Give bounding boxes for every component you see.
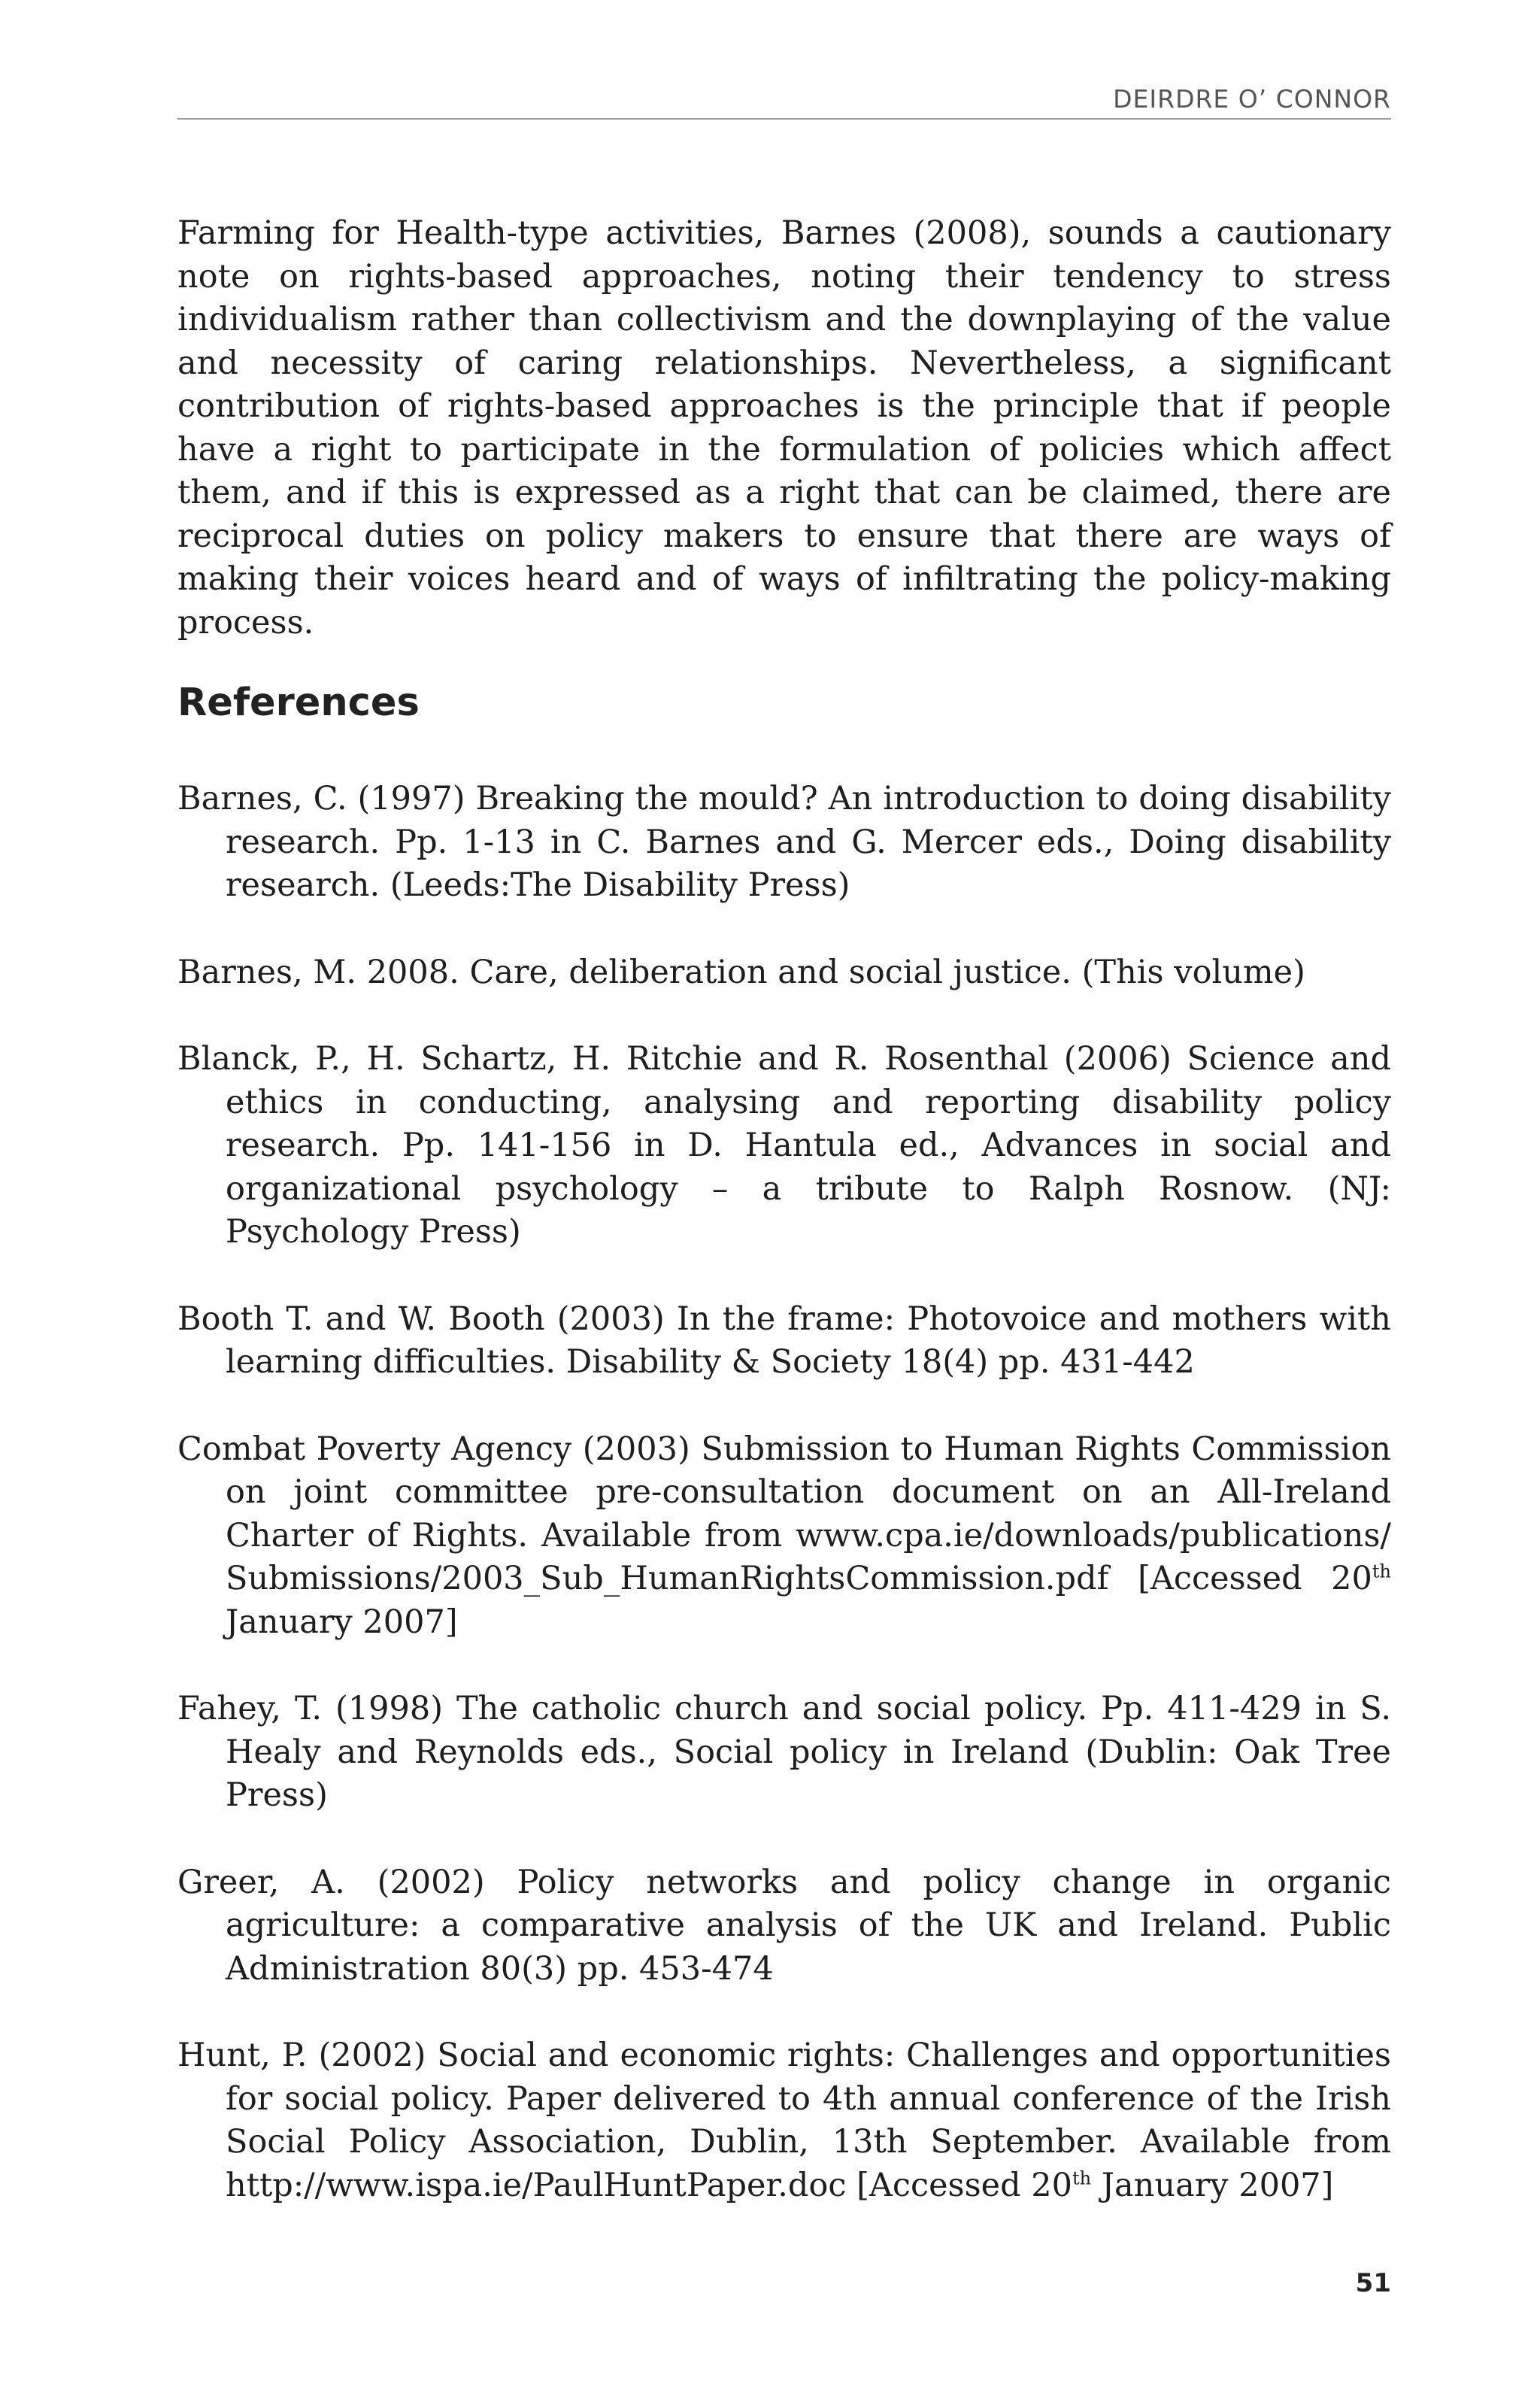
reference-text-tail: January 2007] [1091, 2166, 1334, 2204]
reference-list [177, 778, 1391, 2251]
references-heading: References [177, 681, 420, 725]
running-head: DEIRDRE O’ CONNOR [1113, 84, 1391, 114]
reference-item [177, 1688, 1391, 1818]
reference-text: Fahey, T. (1998) The catholic church and social policy. Pp. 411-429 in S. Healy and Reynolds eds., Social policy in Ireland (Dublin: Oak Tree Press) [177, 1690, 1391, 1814]
reference-text-tail: January 2007] [226, 1603, 458, 1641]
reference-item [177, 1038, 1391, 1254]
body-paragraph: Farming for Health-type activities, Barnes (2008), sounds a cautionary note on rights-based approaches, noting their tendency to stress individualism rather than collectivism and the downplaying of the value and necessity of caring relationships. Nevertheless, a significant contribution of rights-based approaches is the principle that if people have a right to participate in the formulation of policies which affect them, and if this is expressed as a right that can be claimed, there are reciprocal duties on policy makers to ensure that there are ways of making their voices heard and of ways of infiltrating the policy-making process. [177, 214, 1391, 641]
reference-text: Hunt, P. (2002) Social and economic rights: Challenges and opportunities for social policy. Paper delivered to 4th annual conference of the Irish Social Policy Association, Dublin, 13th September. Available from http://www.ispa.ie/PaulHuntPaper.doc [Accessed 20 [177, 2037, 1391, 2204]
reference-text: Blanck, P., H. Schartz, H. Ritchie and R. Rosenthal (2006) Science and ethics in conducting, analysing and reporting disability policy research. Pp. 141-156 in D. Hantula ed., Advances in social and organizational psychology – a tribute to Ralph Rosnow. (NJ: Psychology Press) [177, 1040, 1391, 1251]
reference-item [177, 2034, 1391, 2207]
reference-text: Booth T. and W. Booth (2003) In the frame: Photovoice and mothers with learning difficulties. Disability & Society 18(4) pp. 431-442 [177, 1300, 1391, 1381]
reference-item [177, 1428, 1391, 1645]
superscript-ordinal: th [1372, 1560, 1391, 1582]
reference-text: Greer, A. (2002) Policy networks and policy change in organic agriculture: a comparative analysis of the UK and Ireland. Public Administration 80(3) pp. 453-474 [177, 1863, 1391, 1988]
reference-text: Barnes, M. 2008. Care, deliberation and social justice. (This volume) [177, 953, 1305, 991]
reference-text: Combat Poverty Agency (2003) Submission to Human Rights Commission on joint committee pre-consultation document on an All-Ireland Charter of Rights. Available from www.cpa.ie/downloads/publications/ Submissions/2003_Sub_HumanRightsCommission.pdf [Accessed 20 [177, 1430, 1391, 1597]
reference-text: Barnes, C. (1997) Breaking the mould? An introduction to doing disability research. Pp. 1-13 in C. Barnes and G. Mercer eds., Doing disability research. (Leeds:The Disability Press) [177, 780, 1391, 904]
page-number: 51 [1355, 2268, 1391, 2298]
reference-item [177, 951, 1391, 995]
reference-item [177, 778, 1391, 908]
reference-item [177, 1298, 1391, 1385]
reference-item [177, 1861, 1391, 1991]
header-rule [177, 118, 1391, 120]
superscript-ordinal: th [1072, 2167, 1092, 2189]
